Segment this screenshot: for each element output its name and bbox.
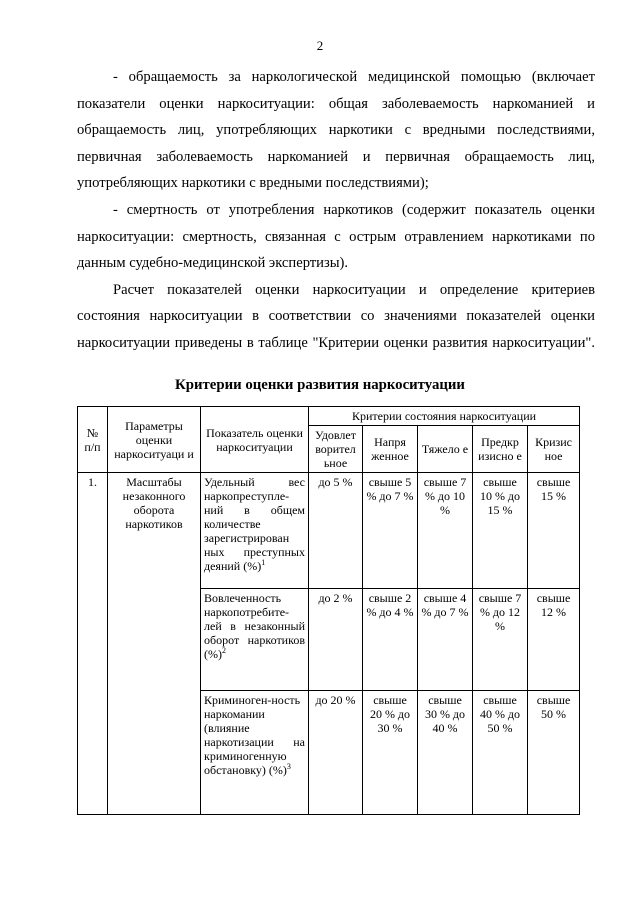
header-level-precrisis: Предкр изисно е <box>473 426 528 473</box>
footnote-ref: 2 <box>222 646 226 655</box>
indicator-cell <box>201 473 309 589</box>
value-cell: свыше 12 % <box>528 589 580 691</box>
row-number: 1. <box>78 473 108 815</box>
value-cell: до 2 % <box>309 589 363 691</box>
value-cell: свыше 7 % до 10 % <box>418 473 473 589</box>
indicator-cell <box>201 589 309 691</box>
page-number: 2 <box>316 38 324 53</box>
header-indicator: Показатель оценки наркоситуации <box>201 407 309 473</box>
header-criteria: Критерии состояния наркоситуации <box>309 407 580 426</box>
value-cell: свыше 5 % до 7 % <box>363 473 418 589</box>
table-row <box>78 473 580 589</box>
value-cell: до 5 % <box>309 473 363 589</box>
value-cell: свыше 10 % до 15 % <box>473 473 528 589</box>
indicator-name: Криминоген-ность наркомании (влияние наркотизации на криминогенную обстановку) (%) <box>204 693 305 777</box>
value-cell: свыше 4 % до 7 % <box>418 589 473 691</box>
header-level-satisfactory: Удовлет ворител ьное <box>309 426 363 473</box>
value-cell: свыше 50 % <box>528 691 580 815</box>
value-cell: свыше 20 % до 30 % <box>363 691 418 815</box>
header-num: № п/п <box>78 407 108 473</box>
value-cell: до 20 % <box>309 691 363 815</box>
header-level-severe: Тяжело е <box>418 426 473 473</box>
paragraph-treatment: - обращаемость за наркологической медицинской помощью (включает показатели оценки наркоситуации: общая заболеваемость наркоманией и обращаемость лиц, употребляющих наркотики с вредными последствиями, первичная заболеваемость наркоманией и первичная обращаемость лиц, употребляющих наркотики с вредными последствиями); <box>77 69 595 192</box>
value-cell: свыше 40 % до 50 % <box>473 691 528 815</box>
indicator-cell <box>201 691 309 815</box>
value-cell: свыше 15 % <box>528 473 580 589</box>
footnote-ref: 3 <box>286 762 291 771</box>
value-cell: свыше 30 % до 40 % <box>418 691 473 815</box>
header-level-tense: Напря женное <box>363 426 418 473</box>
body-text <box>77 64 595 357</box>
value-cell: свыше 2 % до 4 % <box>363 589 418 691</box>
header-level-crisis: Кризис ное <box>528 426 580 473</box>
table-header-row <box>78 407 580 426</box>
paragraph-mortality: - смертность от употребления наркотиков (содержит показатель оценки наркоситуации: смертность, связанная с острым отравлением наркотиками по данным судебно-медицинской экспертизы). <box>77 201 595 272</box>
row-parameter: Масштабы незаконного оборота наркотиков <box>108 473 201 815</box>
indicator-name: Удельный вес наркопреступле-ний в общем количестве зарегистрирован ных преступных деяний (%) <box>204 475 305 573</box>
value-cell: свыше 7 % до 12 % <box>473 589 528 691</box>
paragraph-calculation: Расчет показателей оценки наркоситуации и определение критериев состояния наркоситуации в соответствии со значениями показателей оценки наркоситуации приведены в таблице "Критерии оценки развития наркоситуации". <box>77 281 595 351</box>
table-title: Критерии оценки развития наркоситуации <box>175 377 465 393</box>
header-params: Параметры оценки наркоситуаци и <box>108 407 201 473</box>
footnote-ref: 1 <box>261 558 266 567</box>
criteria-table <box>77 406 580 815</box>
indicator-name: Вовлеченность наркопотребите-лей в незаконный оборот наркотиков (%) <box>204 591 305 661</box>
